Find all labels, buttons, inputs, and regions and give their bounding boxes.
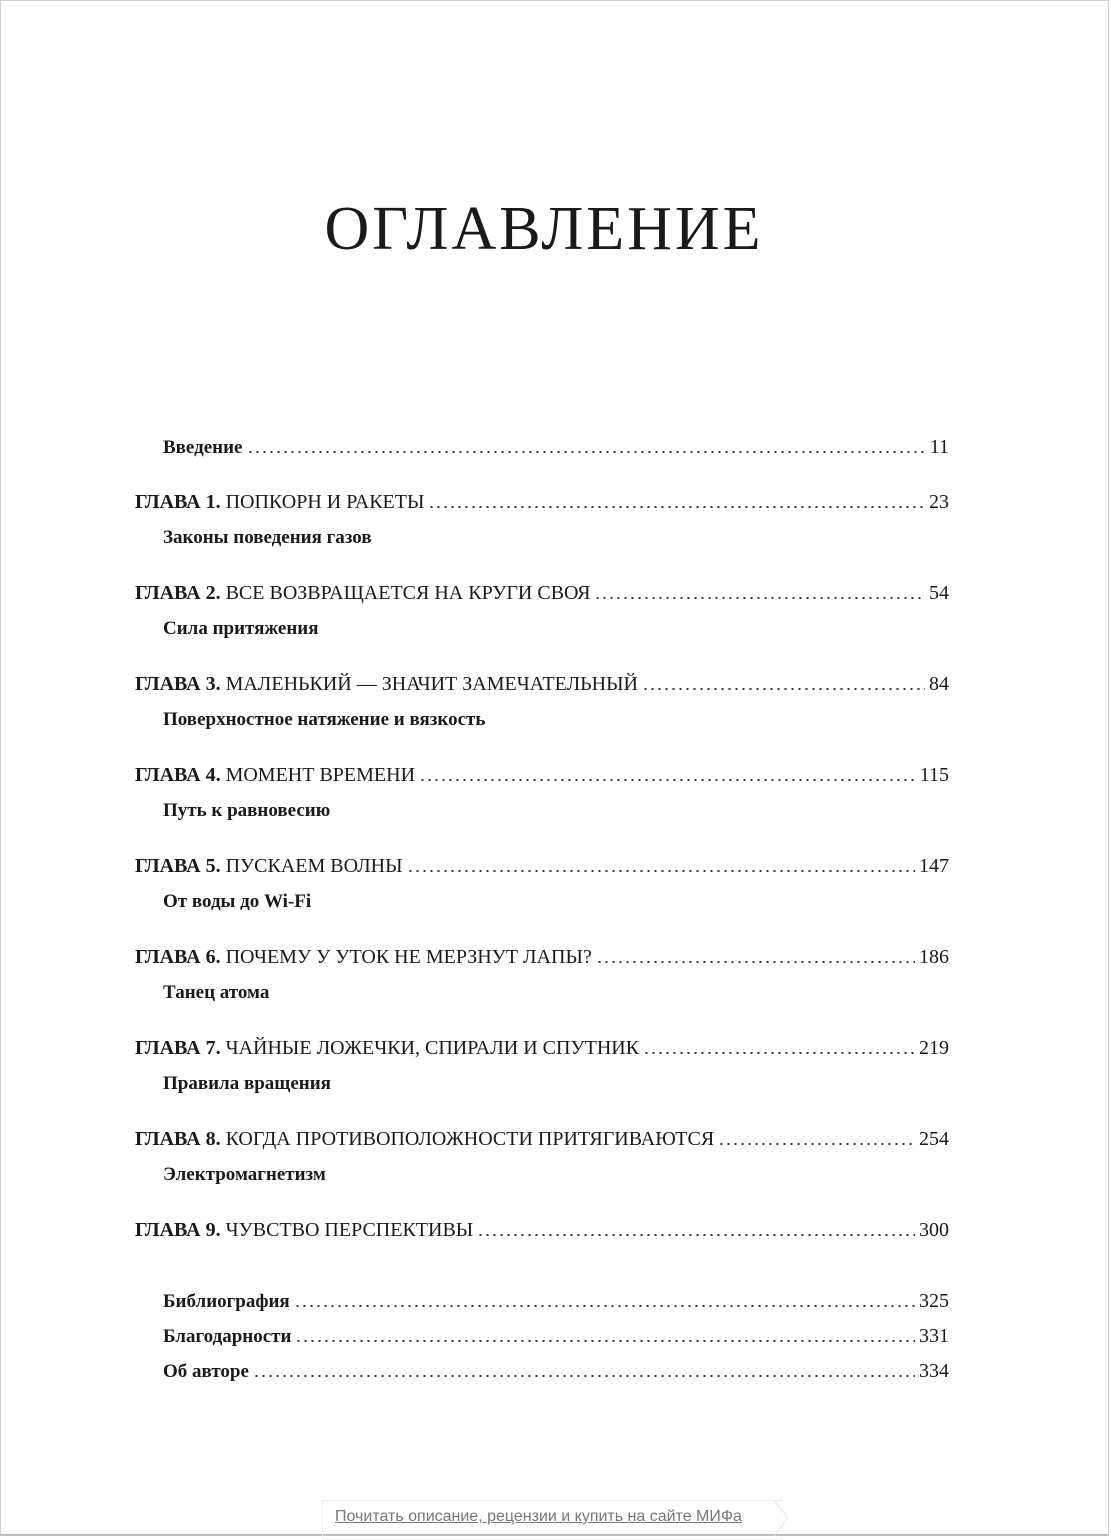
chapter-subtitle: Танец атома (163, 982, 270, 1003)
entry-label: Библиография (163, 1291, 290, 1312)
chapter-number: ГЛАВА 3. (135, 673, 221, 695)
dot-leader (594, 597, 925, 599)
chapter-title: ВСЕ ВОЗВРАЩАЕТСЯ НА КРУГИ СВОЯ (225, 582, 591, 604)
toc-entry-back-matter (135, 1354, 949, 1389)
dot-leader (718, 1143, 915, 1145)
chapter-subtitle: Законы поведения газов (163, 527, 372, 548)
chapter-number: ГЛАВА 7. (135, 1037, 221, 1059)
toc-entry-intro (135, 429, 949, 465)
chapter-subtitle: Путь к равновесию (163, 800, 331, 821)
toc-chapter-2 (135, 575, 949, 611)
page-number: 147 (919, 855, 949, 877)
page-number: 186 (919, 946, 949, 968)
chapter-heading (135, 757, 415, 793)
page-number: 219 (919, 1037, 949, 1059)
dot-leader (477, 1234, 915, 1236)
entry-label: Об авторе (163, 1361, 249, 1382)
chapter-heading (135, 848, 403, 884)
toc-chapter-7 (135, 1030, 949, 1066)
dot-leader (428, 506, 925, 508)
page-number: 23 (929, 491, 949, 513)
chapter-heading (135, 666, 638, 702)
toc-chapter-8 (135, 1121, 949, 1157)
chapter-title: ПОПКОРН И РАКЕТЫ (225, 491, 425, 513)
dot-leader (294, 1305, 915, 1307)
page-number: 84 (929, 673, 949, 695)
toc-chapter-5 (135, 848, 949, 884)
dot-leader (253, 1375, 915, 1377)
chapter-number: ГЛАВА 6. (135, 946, 221, 968)
dot-leader (247, 451, 926, 453)
toc-entry-back-matter (135, 1319, 949, 1354)
chapter-title: МАЛЕНЬКИЙ — ЗНАЧИТ ЗАМЕЧАТЕЛЬНЫЙ (225, 673, 638, 695)
chapter-title: ЧУВСТВО ПЕРСПЕКТИВЫ (225, 1219, 474, 1241)
toc-chapter-1 (135, 484, 949, 520)
page-number: 54 (929, 582, 949, 604)
toc-chapter-6 (135, 939, 949, 975)
chapter-heading (135, 575, 590, 611)
page-number: 331 (919, 1325, 949, 1347)
toc-entry-back-matter (135, 1284, 949, 1319)
toc-chapter-9 (135, 1212, 949, 1248)
chapter-title: КОГДА ПРОТИВОПОЛОЖНОСТИ ПРИТЯГИВАЮТСЯ (225, 1128, 715, 1150)
chapter-number: ГЛАВА 8. (135, 1128, 221, 1150)
chapter-number: ГЛАВА 1. (135, 491, 221, 513)
table-of-contents (135, 429, 949, 1389)
page-number: 334 (919, 1360, 949, 1382)
page-number: 115 (919, 764, 949, 786)
page-number: 11 (929, 436, 949, 458)
toc-chapter-4 (135, 757, 949, 793)
buy-on-mif-link[interactable]: Почитать описание, рецензии и купить на сайте МИФа (335, 1508, 742, 1525)
chapter-title: ПОЧЕМУ У УТОК НЕ МЕРЗНУТ ЛАПЫ? (225, 946, 592, 968)
chapter-title: МОМЕНТ ВРЕМЕНИ (225, 764, 416, 786)
chapter-subtitle: Сила притяжения (163, 618, 319, 639)
dot-leader (642, 688, 925, 690)
page-number: 254 (919, 1128, 949, 1150)
chapter-subtitle: Поверхностное натяжение и вязкость (163, 709, 486, 730)
chapter-subtitle: Электромагнетизм (163, 1164, 326, 1185)
dot-leader (643, 1052, 915, 1054)
page-title: ОГЛАВЛЕНИЕ (324, 194, 764, 263)
chapter-heading (135, 1212, 473, 1248)
chapter-number: ГЛАВА 4. (135, 764, 221, 786)
dot-leader (295, 1340, 915, 1342)
chapter-number: ГЛАВА 2. (135, 582, 221, 604)
dot-leader (596, 961, 915, 963)
chapter-heading (135, 484, 424, 520)
chapter-heading (135, 1030, 639, 1066)
page-number: 325 (919, 1290, 949, 1312)
chapter-heading (135, 1121, 714, 1157)
entry-label: Введение (163, 437, 243, 458)
dot-leader (407, 870, 915, 872)
chapter-subtitle: От воды до Wi-Fi (163, 891, 312, 912)
chapter-heading (135, 939, 592, 975)
dot-leader (419, 779, 916, 781)
chapter-title: ЧАЙНЫЕ ЛОЖЕЧКИ, СПИРАЛИ И СПУТНИК (225, 1037, 640, 1059)
chapter-number: ГЛАВА 9. (135, 1219, 221, 1241)
chapter-number: ГЛАВА 5. (135, 855, 221, 877)
toc-chapter-3 (135, 666, 949, 702)
entry-label: Благодарности (163, 1326, 292, 1347)
page-number: 300 (919, 1219, 949, 1241)
chevron-right-icon (772, 1500, 790, 1536)
chapter-title: ПУСКАЕМ ВОЛНЫ (225, 855, 403, 877)
chapter-subtitle: Правила вращения (163, 1073, 331, 1094)
